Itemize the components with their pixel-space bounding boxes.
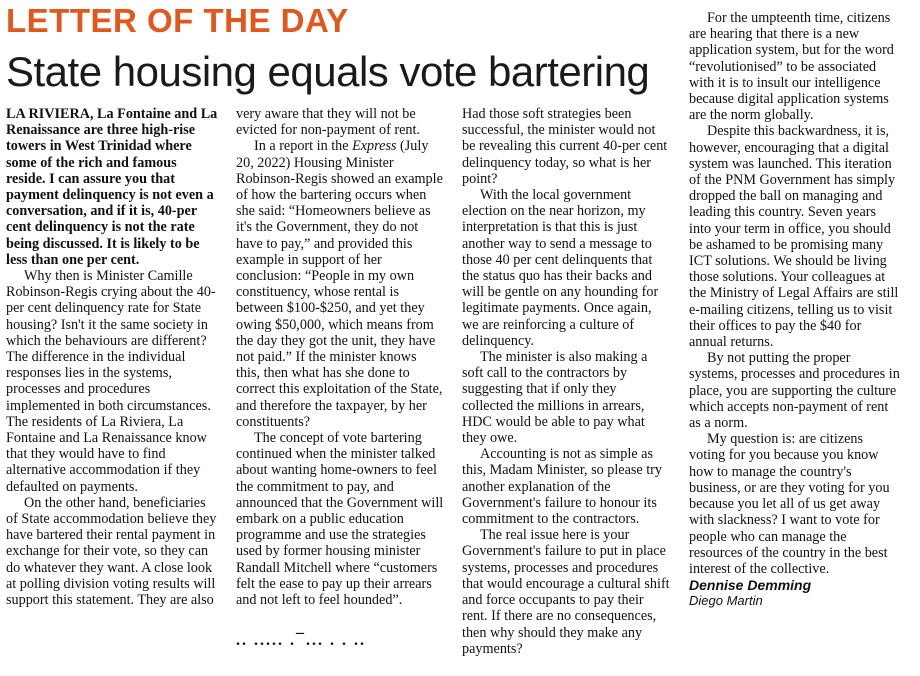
- paragraph: The real issue here is your Government's failure to put in place systems, processes and procedures that would encourage a cultural shift and force occupants to pay their rent. If there are no consequences, then why should they make any payments?: [462, 527, 670, 657]
- section-kicker: LETTER OF THE DAY: [6, 2, 349, 39]
- paragraph: My question is: are citizens voting for you because you know how to manage the country's business, or are they voting for you because you let all of us get away with slackness? I want to vote for people who can manage the resources of the country in the best interest of the collective.: [689, 431, 890, 577]
- paragraph: [236, 138, 444, 430]
- publication-name: Express: [352, 138, 397, 155]
- paragraph: The minister is also making a soft call to the contractors by suggesting that if only they collected the millions in arrears, HDC would be able to pay what they owe.: [462, 349, 648, 447]
- paragraph: On the other hand, beneficiaries of State accommodation believe they have bartered their rental payment in exchange for their vote, so they can do whatever they want. A close look at polling division voting results will support this statement. They are also: [6, 494, 217, 609]
- article-headline: State housing equals vote bartering: [6, 48, 650, 95]
- column-2: [236, 106, 444, 608]
- paragraph: Why then is Minister Camille Robinson-Regis crying about the 40-per cent delinquency rate for State housing? Isn't it the same society in which the behaviours are different? The difference in the individual responses lies in the systems, processes and procedures implemented in both circumstances. The residents of La Riviera, La Fontaine and La Renaissance know that they would have to find alternative accommodation if they defaulted on payments.: [6, 268, 216, 495]
- paragraph: For the umpteenth time, citizens are hearing that there is a new application system, but for the word “revolutionised” to be associated with it is to insult our intelligence because digital application systems are the norm globally.: [689, 10, 894, 124]
- continuation-dots: .. ..... .¯... . . ..: [236, 632, 366, 649]
- author-name: Dennise Demming: [689, 577, 812, 594]
- column-3: [462, 106, 670, 657]
- paragraph: very aware that they will not be evicted for non-payment of rent.: [236, 106, 420, 139]
- text-run: In a report in the: [254, 138, 353, 155]
- paragraph: With the local government election on the near horizon, my interpretation is that this is just another way to send a message to those 40 per cent delinquents that the status quo has their backs and will be gentle on any hounding for legitimate payments. Once again, we are reinforcing a culture of delinquency.: [462, 187, 659, 349]
- lead-paragraph: LA RIVIERA, La Fontaine and La Renaissance are three high-rise towers in West Trinidad where some of the rich and famous reside. I can assure you that payment delinquency is not even a conversation, and if it is, 40-per cent delinquency is not the rate being discussed. It is likely to be less than one per cent.: [6, 106, 218, 268]
- column-4: [689, 10, 901, 610]
- paragraph: Despite this backwardness, it is, however, encouraging that a digital system was launched. This iteration of the PNM Government has simply dropped the ball on managing and leading this country. Seven years into your term in office, you should be ashamed to be promising many ICT solutions. We should be living those solutions. Your colleagues at the Ministry of Legal Affairs are still e-mailing citizens, telling us to visit their offices to pay the $40 for annual returns.: [689, 123, 899, 351]
- paragraph: The concept of vote bartering continued when the minister talked about wanting home-owners to feel the commitment to pay, and announced that the Government will embark on a public education programme and use the strategies used by former housing minister Randall Mitchell where “customers felt the ease to pay up their arrears and not left to feel hounded”.: [236, 430, 444, 609]
- author-location: Diego Martin: [689, 593, 763, 609]
- text-run: (July 20, 2022) Housing Minister Robinson-Regis showed an example of how the bartering occurs when she said: “Homeowners believe as it's the Government, they do not have to pay,” and provided this example in support of her conclusion: “People in my own constituency, whose rental is between $100-$250, and yet they owing $50,000, which means from the day they got the unit, they have not paid.” If the minister knows this, then what has she done to correct this exploitation of the State, and therefore the taxpayer, by her constituents?: [236, 138, 443, 430]
- paragraph: By not putting the proper systems, processes and procedures in place, you are supporting the culture which accepts non-payment of rent as a norm.: [689, 350, 900, 432]
- column-1: [6, 106, 218, 608]
- paragraph: Had those soft strategies been successful, the minister would not be revealing this current 40-per cent delinquency today, so what is her point?: [462, 106, 668, 187]
- paragraph: Accounting is not as simple as this, Madam Minister, so please try another explanation of the Government's failure to honour its commitment to the contractors.: [462, 446, 662, 528]
